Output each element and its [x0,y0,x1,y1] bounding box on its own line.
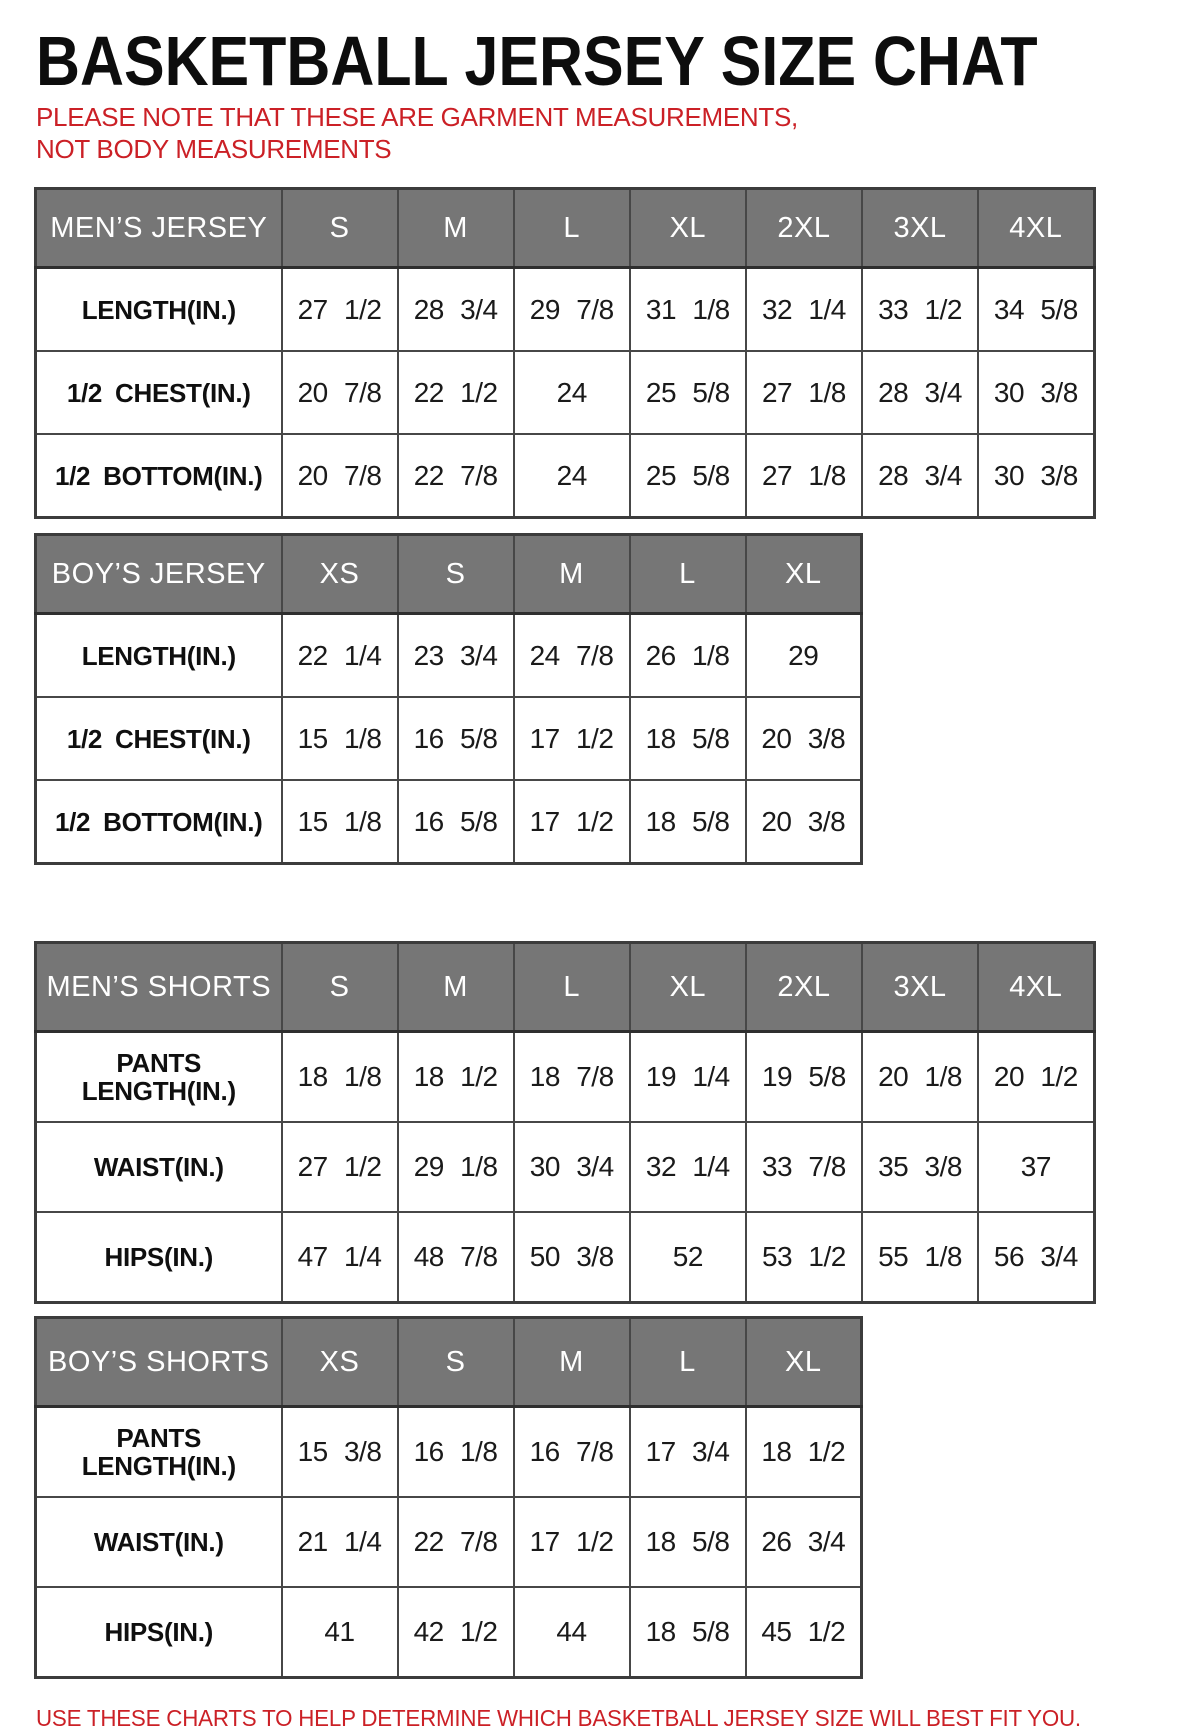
value-cell: 18 5/8 [630,1497,746,1587]
row-label-cell: WAIST(IN.) [36,1122,282,1212]
table-row [36,268,1095,352]
value-cell: 22 1/4 [282,614,398,698]
table-header-row [36,189,1095,268]
value-cell: 19 1/4 [630,1032,746,1123]
value-cell: 52 [630,1212,746,1303]
value-cell: 22 1/2 [398,351,514,434]
value-cell: 26 3/4 [746,1497,862,1587]
table-header-row [36,535,862,614]
value-cell: 15 1/8 [282,780,398,864]
row-label-cell: PANTS LENGTH(IN.) [36,1032,282,1123]
table-row [36,614,862,698]
value-cell: 20 3/8 [746,780,862,864]
value-cell: 33 1/2 [862,268,978,352]
value-cell: 31 1/8 [630,268,746,352]
value-cell: 41 [282,1587,398,1678]
value-cell: 30 3/4 [514,1122,630,1212]
table-row [36,697,862,780]
page-title: BASKETBALL JERSEY SIZE CHAT [36,22,1038,100]
column-header-cell: S [398,1318,514,1407]
value-cell: 20 1/2 [978,1032,1094,1123]
value-cell: 42 1/2 [398,1587,514,1678]
value-cell: 30 3/8 [978,434,1094,518]
value-cell: 48 7/8 [398,1212,514,1303]
table-row [36,1212,1095,1303]
value-cell: 25 5/8 [630,434,746,518]
column-header-cell: XL [746,1318,862,1407]
value-cell: 24 [514,434,630,518]
value-cell: 18 1/2 [746,1407,862,1498]
value-cell: 33 7/8 [746,1122,862,1212]
value-cell: 26 1/8 [630,614,746,698]
boys-shorts-table [34,1316,863,1679]
value-cell: 24 7/8 [514,614,630,698]
value-cell: 29 1/8 [398,1122,514,1212]
value-cell: 35 3/8 [862,1122,978,1212]
value-cell: 44 [514,1587,630,1678]
column-header-cell: XL [746,535,862,614]
table-row [36,1032,1095,1123]
table-header-row [36,943,1095,1032]
column-header-cell: XL [630,943,746,1032]
value-cell: 29 [746,614,862,698]
value-cell: 47 1/4 [282,1212,398,1303]
column-header-cell: XL [630,189,746,268]
value-cell: 24 [514,351,630,434]
column-header-cell: 4XL [978,189,1094,268]
table-header-row [36,1318,862,1407]
value-cell: 16 1/8 [398,1407,514,1498]
value-cell: 27 1/8 [746,434,862,518]
value-cell: 28 3/4 [862,351,978,434]
value-cell: 28 3/4 [398,268,514,352]
table-title-cell: MEN’S JERSEY [36,189,282,268]
garment-measurement-note: PLEASE NOTE THAT THESE ARE GARMENT MEASUREMENTS, NOT BODY MEASUREMENTS [36,102,798,164]
value-cell: 30 3/8 [978,351,1094,434]
column-header-cell: M [514,535,630,614]
mens-shorts-table [34,941,1096,1304]
value-cell: 29 7/8 [514,268,630,352]
column-header-cell: 2XL [746,189,862,268]
column-header-cell: S [282,943,398,1032]
value-cell: 15 1/8 [282,697,398,780]
value-cell: 15 3/8 [282,1407,398,1498]
table-title-cell: MEN’S SHORTS [36,943,282,1032]
value-cell: 22 7/8 [398,434,514,518]
value-cell: 37 [978,1122,1094,1212]
mens-jersey-table [34,187,1096,519]
column-header-cell: L [630,1318,746,1407]
value-cell: 34 5/8 [978,268,1094,352]
column-header-cell: 4XL [978,943,1094,1032]
value-cell: 18 5/8 [630,780,746,864]
value-cell: 21 1/4 [282,1497,398,1587]
value-cell: 20 3/8 [746,697,862,780]
value-cell: 32 1/4 [630,1122,746,1212]
table-row [36,1497,862,1587]
column-header-cell: S [398,535,514,614]
value-cell: 27 1/2 [282,268,398,352]
table-row [36,351,1095,434]
table-row [36,1587,862,1678]
value-cell: 23 3/4 [398,614,514,698]
column-header-cell: M [398,943,514,1032]
column-header-cell: M [514,1318,630,1407]
column-header-cell: L [514,943,630,1032]
table-row [36,434,1095,518]
value-cell: 16 5/8 [398,697,514,780]
table-row [36,1122,1095,1212]
value-cell: 28 3/4 [862,434,978,518]
column-header-cell: M [398,189,514,268]
value-cell: 25 5/8 [630,351,746,434]
table-row [36,1407,862,1498]
table-title-cell: BOY’S SHORTS [36,1318,282,1407]
value-cell: 32 1/4 [746,268,862,352]
value-cell: 53 1/2 [746,1212,862,1303]
value-cell: 55 1/8 [862,1212,978,1303]
value-cell: 20 7/8 [282,434,398,518]
value-cell: 18 5/8 [630,697,746,780]
value-cell: 45 1/2 [746,1587,862,1678]
column-header-cell: XS [282,1318,398,1407]
value-cell: 22 7/8 [398,1497,514,1587]
value-cell: 18 7/8 [514,1032,630,1123]
row-label-cell: 1/2 CHEST(IN.) [36,351,282,434]
value-cell: 16 7/8 [514,1407,630,1498]
column-header-cell: 3XL [862,943,978,1032]
value-cell: 17 1/2 [514,697,630,780]
row-label-cell: 1/2 BOTTOM(IN.) [36,780,282,864]
row-label-cell: HIPS(IN.) [36,1587,282,1678]
fit-advice-note: USE THESE CHARTS TO HELP DETERMINE WHICH BASKETBALL JERSEY SIZE WILL BEST FIT YOU. [36,1705,1081,1732]
value-cell: 20 7/8 [282,351,398,434]
value-cell: 20 1/8 [862,1032,978,1123]
row-label-cell: LENGTH(IN.) [36,614,282,698]
row-label-cell: HIPS(IN.) [36,1212,282,1303]
row-label-cell: LENGTH(IN.) [36,268,282,352]
column-header-cell: L [514,189,630,268]
value-cell: 27 1/8 [746,351,862,434]
column-header-cell: XS [282,535,398,614]
value-cell: 16 5/8 [398,780,514,864]
value-cell: 18 1/2 [398,1032,514,1123]
column-header-cell: 3XL [862,189,978,268]
value-cell: 19 5/8 [746,1032,862,1123]
value-cell: 17 1/2 [514,1497,630,1587]
row-label-cell: 1/2 CHEST(IN.) [36,697,282,780]
column-header-cell: S [282,189,398,268]
value-cell: 27 1/2 [282,1122,398,1212]
value-cell: 18 1/8 [282,1032,398,1123]
value-cell: 56 3/4 [978,1212,1094,1303]
value-cell: 50 3/8 [514,1212,630,1303]
row-label-cell: 1/2 BOTTOM(IN.) [36,434,282,518]
row-label-cell: WAIST(IN.) [36,1497,282,1587]
table-title-cell: BOY’S JERSEY [36,535,282,614]
column-header-cell: 2XL [746,943,862,1032]
value-cell: 17 3/4 [630,1407,746,1498]
table-row [36,780,862,864]
boys-jersey-table [34,533,863,865]
column-header-cell: L [630,535,746,614]
row-label-cell: PANTS LENGTH(IN.) [36,1407,282,1498]
value-cell: 18 5/8 [630,1587,746,1678]
value-cell: 17 1/2 [514,780,630,864]
